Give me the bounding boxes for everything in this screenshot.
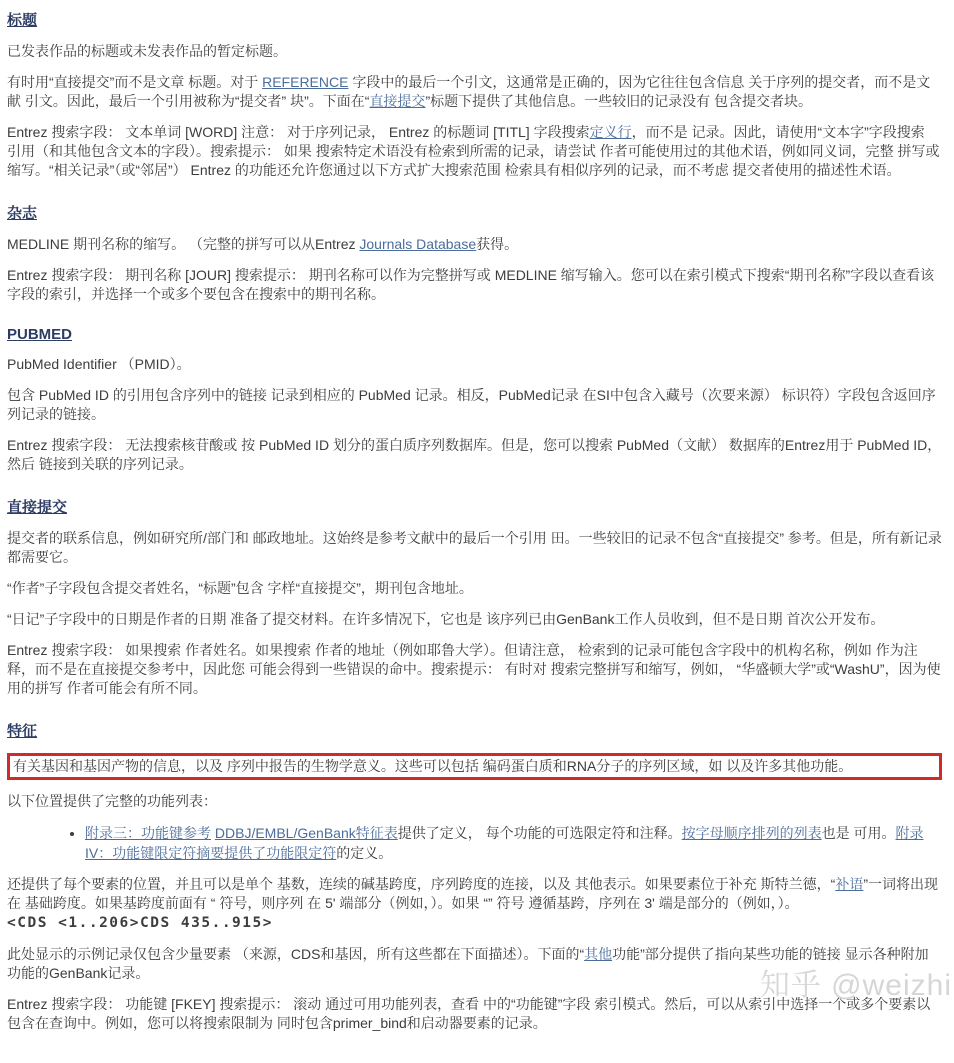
text-run: 包含 PubMed ID 的引用包含序列中的链接 记录到相应的 PubMed 记录。相反，PubMed记录 在SI中包含入藏号（次要来源） 标识符）字段包含返回序列记录的链接。: [7, 387, 936, 422]
text-run: 的定义。: [336, 845, 393, 861]
paragraph: [7, 73, 942, 111]
text-run: 以下位置提供了完整的功能列表：: [7, 793, 217, 809]
text-run: 有关基因和基因产物的信息，以及 序列中报告的生物学意义。这些可以包括 编码蛋白质和RNA分子的序列区域，如 以及许多其他功能。: [13, 758, 853, 774]
inline-link[interactable]: 附录三：功能键参考: [85, 825, 211, 841]
text-run: “作者”子字段包含提交者姓名，“标题”包含 字样“直接提交”，期刊包含地址。: [7, 580, 473, 596]
section-heading-link[interactable]: 杂志: [7, 205, 38, 222]
paragraph: [7, 235, 942, 254]
paragraph: [7, 792, 942, 811]
text-run: 有时用“直接提交”而不是文章 标题。对于: [7, 74, 263, 90]
text-run: MEDLINE 期刊名称的缩写。 （完整的拼写可以从Entrez: [7, 236, 360, 252]
paragraph: [7, 995, 942, 1033]
text-run: 还提供了每个要素的位置，并且可以是单个 基数，连续的碱基跨度，序列跨度的连接，以及 其他表示。如果要素位于补充 斯特兰德，“: [7, 876, 836, 892]
text-run: 字段中的最后一个引文，这通常是正确的，因为它往往包含信息 关于序列的提交者，而不是文献 引文。因此，最后一个引用被称为“提交者” 块”。下面在“: [7, 74, 931, 109]
bullet-list: [7, 823, 942, 863]
paragraph: [7, 42, 942, 61]
text-run: Entrez 搜索字段： 文本单词 [WORD] 注意： 对于序列记录， Entrez 的标题词 [TITL] 字段搜索: [7, 124, 590, 140]
section-heading-link[interactable]: 直接提交: [7, 499, 68, 516]
text-run: “日记”子字段中的日期是作者的日期 准备了提交材料。在许多情况下，它也是 该序列已由GenBank工作人员收到，但不是日期 首次公开发布。: [7, 611, 885, 627]
paragraph: [7, 266, 942, 304]
code-span: <CDS <1..206>CDS 435..915>: [7, 915, 273, 931]
text-run: Entrez 搜索字段： 功能键 [FKEY] 搜索提示： 滚动 通过可用功能列表，查看 中的“功能键”字段 索引模式。然后，可以从索引中选择一个或多个要素以 包含在查询中。例如，您可以将搜索限制为 同时包含primer_bind和启动器要素的记录。: [7, 996, 931, 1031]
section-heading-link[interactable]: PUBMED: [7, 326, 73, 343]
watermark: 知乎 @weizhi: [759, 969, 952, 1002]
inline-link[interactable]: 直接提交: [369, 93, 426, 109]
text-run: Entrez 搜索字段： 期刊名称 [JOUR] 搜索提示： 期刊名称可以作为完整拼写或 MEDLINE 缩写输入。您可以在索引模式下搜索“期刊名称”字段以查看该字段的索引，并选择一个或多个要包含在搜索中的期刊名称。: [7, 267, 935, 302]
paragraph: [7, 610, 942, 629]
section-heading-direct-submission: [7, 496, 942, 517]
text-run: ”一词将出现在 基础跨度。如果基跨度前面有 “ 符号，则序列 在 5' 端部分（例如，）。如果 “” 符号 遵循基跨，序列在 3' 端是部分的（例如，）。: [7, 876, 938, 911]
text-run: ，而不是 记录。因此，请使用“文本字”字段搜索 引用（和其他包含文本的字段）。搜索提示： 如果 搜索特定术语没有检索到所需的记录，请尝试 作者可能使用过的其他术语，例如同义词，完整 拼写或缩写。“相关记录”（或“邻居”） Entrez 的功能还允许您通过以下方式扩大搜索范围 检索具有相似序列的记录，而不考虑 提交者使用的描述性术语。: [7, 124, 940, 178]
section-heading-journal: [7, 202, 942, 223]
inline-link[interactable]: DDBJ/EMBL/GenBank特征表: [214, 825, 398, 841]
paragraph: [7, 945, 942, 983]
paragraph: [7, 386, 942, 424]
inline-link[interactable]: 其他: [584, 946, 613, 962]
inline-link[interactable]: 附录 IV：功能键限定符摘要提供了功能限定符: [85, 825, 924, 861]
paragraph: [7, 641, 942, 698]
paragraph: [7, 436, 942, 474]
text-run: PubMed Identifier （PMID）。: [7, 356, 191, 372]
text-run: 提交者的联系信息，例如研究所/部门和 邮政地址。这始终是参考文献中的最后一个引用 田。一些较旧的记录不包含“直接提交” 参考。但是，所有新记录都需要它。: [7, 530, 942, 565]
inline-link[interactable]: 补语: [835, 876, 864, 892]
text-run: 获得。: [476, 236, 519, 252]
text-run: 已发表作品的标题或未发表作品的暂定标题。: [7, 43, 287, 59]
text-run: 提供了定义， 每个功能的可选限定符和注释。: [397, 825, 682, 841]
section-heading-pubmed: [7, 326, 942, 343]
inline-link[interactable]: REFERENCE: [262, 74, 349, 90]
text-run: Entrez 搜索字段： 如果搜索 作者姓名。如果搜索 作者的地址（例如耶鲁大学）。但请注意， 检索到的记录可能包含字段中的机构名称，例如 作为注释，而不是在直接提交参考中，因此您 可能会得到一些错误的命中。搜索提示： 有时对 搜索完整拼写和缩写，例如， “华盛顿大学”或“WashU”，因为使用的拼写 作者可能会有所不同。: [7, 642, 941, 696]
list-item: [85, 823, 942, 863]
section-heading-features: [7, 720, 942, 741]
paragraph: [7, 875, 942, 933]
text-run: ”标题下提供了其他信息。一些较旧的记录没有 包含提交者块。: [425, 93, 812, 109]
paragraph: [7, 529, 942, 567]
section-heading-link[interactable]: 特征: [7, 723, 38, 740]
inline-link[interactable]: Journals Database: [359, 236, 477, 252]
text-run: 此处显示的示例记录仅包含少量要素 （来源，CDS和基因，所有这些都在下面描述）。下面的“: [7, 946, 585, 962]
section-heading-title: [7, 9, 942, 30]
red-highlighted-paragraph: [7, 753, 942, 780]
inline-link[interactable]: 按字母顺序排列的列表: [681, 825, 822, 841]
paragraph: [7, 579, 942, 598]
article-content: [7, 9, 942, 1033]
paragraph: [7, 355, 942, 374]
text-run: 功能”部分提供了指向某些功能的链接 显示各种附加功能的GenBank记录。: [7, 946, 929, 981]
text-run: Entrez 搜索字段： 无法搜索核苷酸或 按 PubMed ID 划分的蛋白质序列数据库。但是，您可以搜索 PubMed（文献） 数据库的Entrez用于 PubMed ID，然后 链接到关联的序列记录。: [7, 437, 942, 472]
paragraph: [7, 123, 942, 180]
inline-link[interactable]: 定义行: [589, 124, 632, 140]
section-heading-link[interactable]: 标题: [7, 12, 38, 29]
text-run: 也是 可用。: [821, 825, 896, 841]
